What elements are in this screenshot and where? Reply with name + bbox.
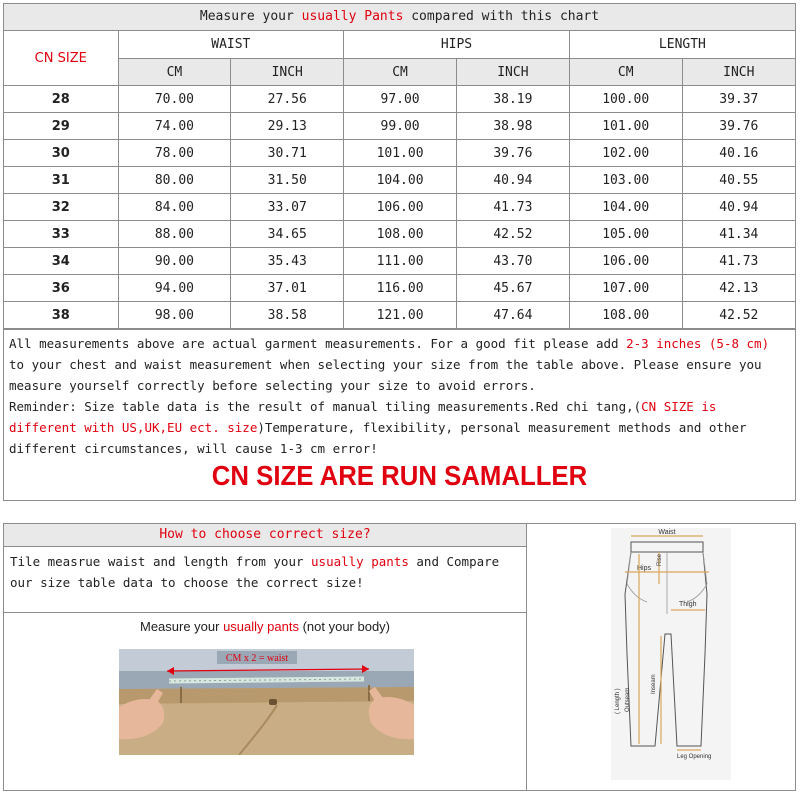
- measurement-cell: 98.00: [118, 302, 231, 329]
- measurement-cell: 78.00: [118, 140, 231, 167]
- measurement-cell: 27.56: [231, 86, 344, 113]
- measurement-cell: 42.52: [682, 302, 795, 329]
- measurement-cell: 41.73: [682, 248, 795, 275]
- size-row: [4, 221, 795, 248]
- measurement-cell: 102.00: [569, 140, 682, 167]
- size-row: [4, 194, 795, 221]
- pants-diagram-panel: [527, 524, 795, 790]
- measurement-cell: 39.76: [682, 113, 795, 140]
- measurement-cell: 38.19: [456, 86, 569, 113]
- size-row: [4, 248, 795, 275]
- unit-header: CM: [344, 59, 457, 86]
- measurement-cell: 99.00: [344, 113, 457, 140]
- measurement-cell: 101.00: [344, 140, 457, 167]
- measurement-cell: 30.71: [231, 140, 344, 167]
- size-row: [4, 140, 795, 167]
- measurement-cell: 42.52: [456, 221, 569, 248]
- group-header-waist: WAIST: [118, 31, 344, 59]
- chart-title: [4, 4, 795, 31]
- size-row: [4, 275, 795, 302]
- unit-header: CM: [118, 59, 231, 86]
- pants-measuring-photo: [119, 649, 414, 755]
- measurement-cell: 42.13: [682, 275, 795, 302]
- guide-instructions: [4, 524, 527, 790]
- measurement-cell: 41.34: [682, 221, 795, 248]
- unit-header: CM: [569, 59, 682, 86]
- run-small-warning: CN SIZE ARE RUN SAMALLER: [211, 460, 588, 491]
- size-row: [4, 302, 795, 329]
- measurement-cell: 29.13: [231, 113, 344, 140]
- guide-text: Tile measrue waist and length from your usually pants and Compare our size table data to choose the correct size!: [4, 547, 526, 613]
- measurement-cell: 104.00: [569, 194, 682, 221]
- photo-caption: Measure your usually pants (not your body): [139, 619, 391, 634]
- measurement-cell: 37.01: [231, 275, 344, 302]
- measurement-cell: 108.00: [344, 221, 457, 248]
- measurement-cell: 80.00: [118, 167, 231, 194]
- size-value: 36: [4, 275, 118, 302]
- measurement-cell: 35.43: [231, 248, 344, 275]
- measurement-cell: 94.00: [118, 275, 231, 302]
- pants-diagram: [527, 524, 795, 790]
- label-hips: Hips: [637, 565, 652, 572]
- measurement-cell: 103.00: [569, 167, 682, 194]
- chart-title-suffix: compared with this chart: [403, 9, 600, 24]
- label-waist: Waist: [658, 529, 676, 536]
- label-thigh: Thigh: [679, 601, 697, 608]
- measurement-cell: 39.37: [682, 86, 795, 113]
- measurement-cell: 106.00: [344, 194, 457, 221]
- size-row: [4, 167, 795, 194]
- label-leg-opening: Leg Opening: [677, 754, 712, 760]
- measurement-cell: 84.00: [118, 194, 231, 221]
- measurement-cell: 107.00: [569, 275, 682, 302]
- measurement-cell: 40.94: [682, 194, 795, 221]
- measurement-cell: 101.00: [569, 113, 682, 140]
- size-row: [4, 113, 795, 140]
- measurement-cell: 100.00: [569, 86, 682, 113]
- measurement-cell: 104.00: [344, 167, 457, 194]
- unit-header: INCH: [682, 59, 795, 86]
- group-header-hips: HIPS: [344, 31, 570, 59]
- measurement-cell: 106.00: [569, 248, 682, 275]
- size-value: 38: [4, 302, 118, 329]
- label-outseam: Outseam: [625, 687, 631, 712]
- note-paragraph-1: All measurements above are actual garment measurements. For a good fit please add 2-3 inches (5-8 cm) to your chest and waist measurement when selecting your size from the table above. Please ensure you measure yourself correctly before selecting your size to avoid errors.: [9, 336, 770, 393]
- size-chart: [3, 3, 796, 501]
- size-value: 32: [4, 194, 118, 221]
- measurement-cell: 40.16: [682, 140, 795, 167]
- size-value: 34: [4, 248, 118, 275]
- label-inseam: Inseam: [651, 674, 657, 694]
- size-value: 33: [4, 221, 118, 248]
- measurement-cell: 38.58: [231, 302, 344, 329]
- tape-label: CM x 2 = waist: [225, 653, 289, 664]
- measurement-cell: 39.76: [456, 140, 569, 167]
- size-row: [4, 86, 795, 113]
- measurement-cell: 41.73: [456, 194, 569, 221]
- chart-title-highlight: usually Pants: [301, 9, 404, 24]
- measurement-cell: 40.55: [682, 167, 795, 194]
- size-value: 31: [4, 167, 118, 194]
- photo-area: [4, 613, 526, 790]
- measurement-cell: 43.70: [456, 248, 569, 275]
- size-value: 29: [4, 113, 118, 140]
- chart-title-prefix: Measure your: [199, 9, 302, 24]
- measurement-cell: 121.00: [344, 302, 457, 329]
- measurement-cell: 31.50: [231, 167, 344, 194]
- note-paragraph-2: Reminder: Size table data is the result of manual tiling measurements.Red chi tang,(CN SIZE is different with US,UK,EU ect. size)Temperature, flexibility, personal measurement methods and other different circumstances, will cause 1-3 cm error!: [9, 399, 747, 456]
- size-header: CN SIZE: [4, 31, 118, 86]
- measurement-cell: 38.98: [456, 113, 569, 140]
- measurement-cell: 111.00: [344, 248, 457, 275]
- measurement-cell: 45.67: [456, 275, 569, 302]
- measurement-cell: 40.94: [456, 167, 569, 194]
- measurement-cell: 90.00: [118, 248, 231, 275]
- measurement-cell: 97.00: [344, 86, 457, 113]
- unit-header: INCH: [231, 59, 344, 86]
- label-rise: Rise: [657, 553, 663, 566]
- measurement-cell: 47.64: [456, 302, 569, 329]
- size-guide: [3, 523, 796, 791]
- size-value: 28: [4, 86, 118, 113]
- label-length: ( Length ): [615, 688, 621, 714]
- size-table: [4, 31, 795, 329]
- measurement-cell: 33.07: [231, 194, 344, 221]
- group-header-length: LENGTH: [569, 31, 795, 59]
- measurement-cell: 105.00: [569, 221, 682, 248]
- measurement-cell: 88.00: [118, 221, 231, 248]
- measurement-notes: [4, 329, 795, 500]
- unit-header: INCH: [456, 59, 569, 86]
- size-value: 30: [4, 140, 118, 167]
- measurement-cell: 34.65: [231, 221, 344, 248]
- measurement-cell: 116.00: [344, 275, 457, 302]
- measurement-cell: 74.00: [118, 113, 231, 140]
- guide-title: How to choose correct size?: [4, 524, 526, 547]
- measurement-cell: 70.00: [118, 86, 231, 113]
- measurement-cell: 108.00: [569, 302, 682, 329]
